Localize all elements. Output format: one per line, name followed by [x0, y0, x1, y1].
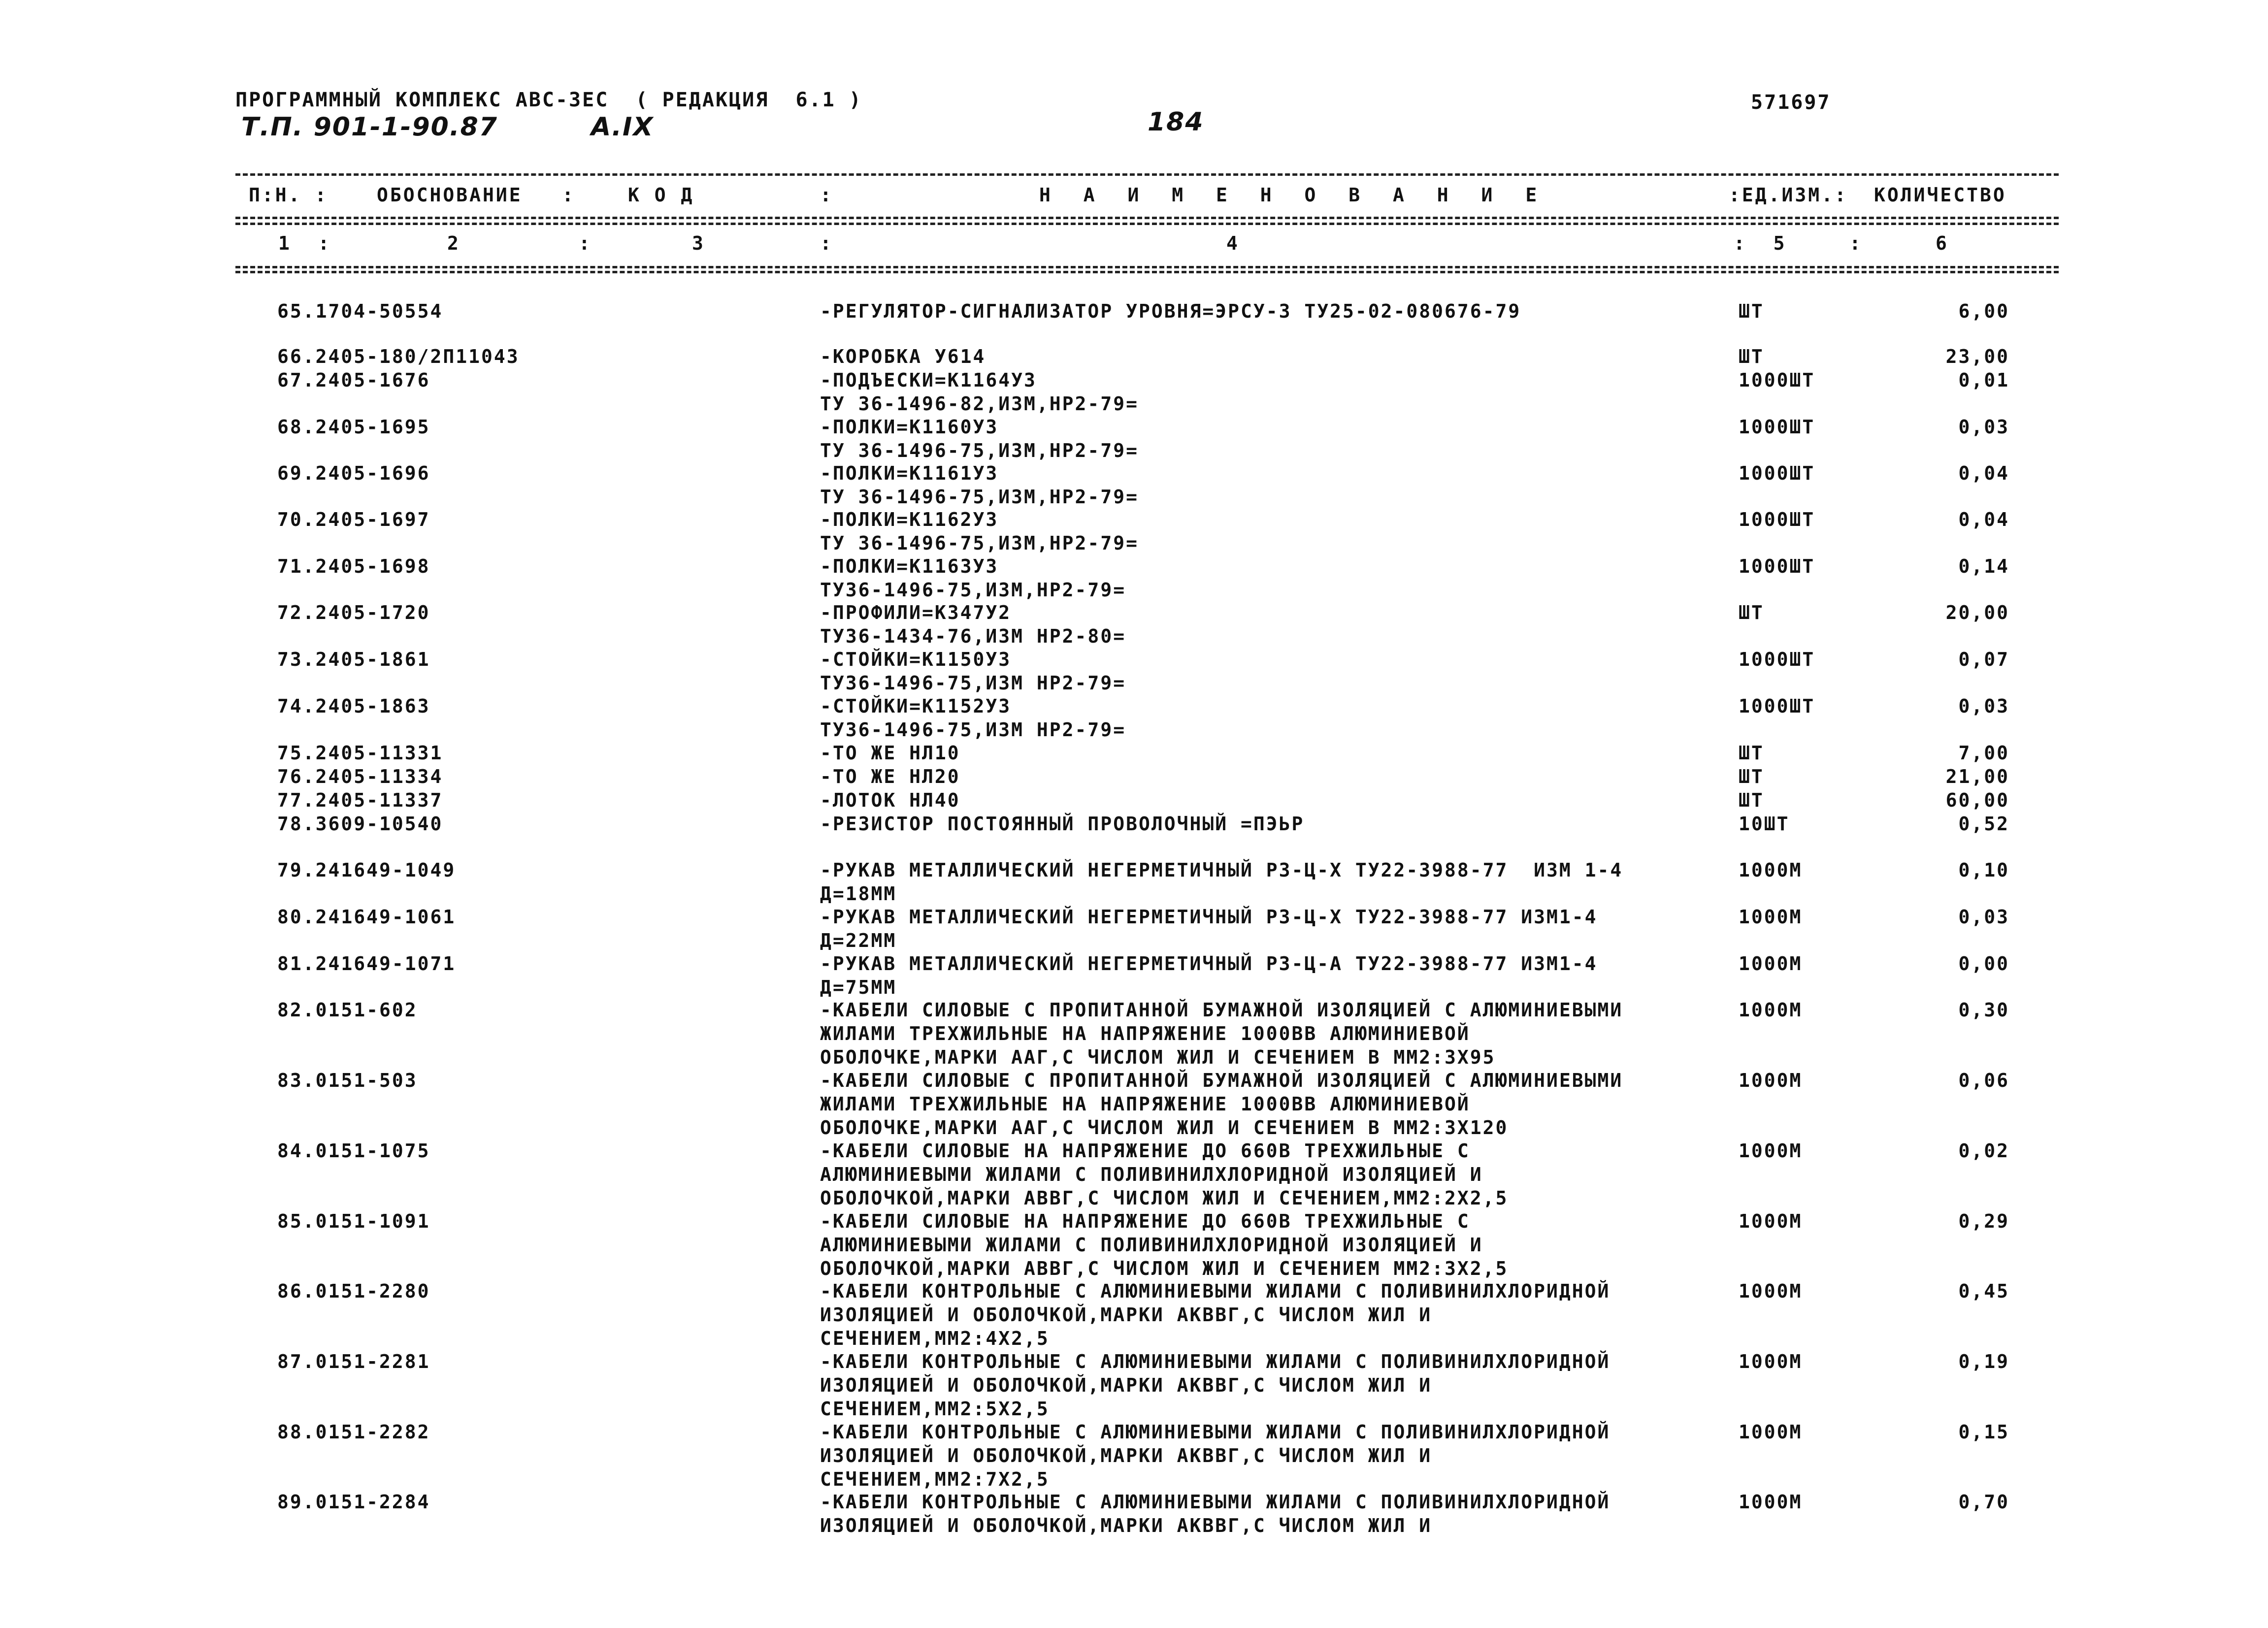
- row-unit: ШТ: [1739, 346, 1764, 367]
- row-name-line: -КАБЕЛИ СИЛОВЫЕ С ПРОПИТАННОЙ БУМАЖНОЙ ИЗОЛЯЦИЕЙ С АЛЮМИНИЕВЫМИ: [820, 1070, 1623, 1091]
- row-code: 65.1704-50554: [277, 300, 443, 322]
- row-name: [820, 858, 1623, 906]
- rule-bottom: [235, 266, 2059, 268]
- row-quantity: 0,04: [1958, 509, 2009, 530]
- row-name-line: -ПОЛКИ=К1162У3: [820, 509, 999, 530]
- col-number-3: 3: [692, 232, 705, 254]
- row-name: [820, 741, 960, 765]
- row-name: [820, 648, 1126, 695]
- row-code: 84.0151-1075: [277, 1140, 430, 1162]
- row-unit: 1000М: [1739, 1280, 1803, 1302]
- row-name-line: Д=75ММ: [820, 977, 897, 998]
- row-name-line: -ТО ЖЕ НЛ10: [820, 742, 960, 764]
- col-header-pn: П:Н. :: [249, 184, 329, 206]
- row-code: 66.2405-180/2П11043: [277, 346, 520, 367]
- row-name-line: Д=18ММ: [820, 883, 897, 905]
- row-name-line: -КАБЕЛИ СИЛОВЫЕ НА НАПРЯЖЕНИЕ ДО 660В ТРЕХЖИЛЬНЫЕ С: [820, 1140, 1470, 1162]
- row-name: [820, 1139, 1508, 1210]
- row-name: [820, 1279, 1610, 1350]
- row-name-line: -СТОЙКИ=К1150У3: [820, 649, 1012, 670]
- row-name-line: ТУ36-1496-75,ИЗМ НР2-79=: [820, 672, 1126, 694]
- row-code: 83.0151-503: [277, 1070, 418, 1091]
- row-name-line: ОБОЛОЧКОЙ,МАРКИ АВВГ,С ЧИСЛОМ ЖИЛ И СЕЧЕНИЕМ ММ2:3Х2,5: [820, 1258, 1509, 1279]
- row-quantity: 0,14: [1958, 555, 2009, 577]
- row-code: 74.2405-1863: [277, 695, 430, 717]
- col-number-2: 2: [447, 232, 460, 254]
- row-quantity: 0,03: [1958, 906, 2009, 928]
- row-name-line: -ПОЛКИ=К1161У3: [820, 462, 999, 484]
- row-name-line: -ПОЛКИ=К1163У3: [820, 555, 999, 577]
- doc-number: 571697: [1751, 91, 1831, 114]
- col-header-code: К О Д: [628, 184, 694, 206]
- row-name-line: ИЗОЛЯЦИЕЙ И ОБОЛОЧКОЙ,МАРКИ АКВВГ,С ЧИСЛОМ ЖИЛ И: [820, 1515, 1432, 1536]
- rule-bottom-2: [235, 271, 2059, 273]
- row-code: 72.2405-1720: [277, 602, 430, 623]
- row-name-line: -КОРОБКА У614: [820, 346, 986, 367]
- row-name: [820, 765, 960, 788]
- row-quantity: 0,01: [1958, 369, 2009, 391]
- row-name-line: ЖИЛАМИ ТРЕХЖИЛЬНЫЕ НА НАПРЯЖЕНИЕ 1000ВВ АЛЮМИНИЕВОЙ: [820, 1023, 1470, 1044]
- row-unit: ШТ: [1739, 789, 1764, 811]
- col-number-4: 4: [1226, 232, 1240, 254]
- row-code: 89.0151-2284: [277, 1491, 430, 1513]
- row-quantity: 0,30: [1958, 999, 2009, 1021]
- row-quantity: 23,00: [1945, 346, 2009, 367]
- row-unit: 1000ШТ: [1739, 509, 1815, 530]
- row-quantity: 0,29: [1958, 1210, 2009, 1232]
- row-quantity: 0,03: [1958, 416, 2009, 438]
- row-code: 88.0151-2282: [277, 1421, 430, 1443]
- row-name: [820, 345, 986, 368]
- row-name: [820, 1420, 1610, 1491]
- row-name: [820, 998, 1623, 1069]
- row-quantity: 0,52: [1958, 813, 2009, 835]
- row-quantity: 0,06: [1958, 1070, 2009, 1091]
- col-number-5: : 5: [1734, 232, 1787, 254]
- row-unit: 1000ШТ: [1739, 416, 1815, 438]
- row-code: 79.241649-1049: [277, 859, 456, 881]
- row-name-line: -КАБЕЛИ СИЛОВЫЕ С ПРОПИТАННОЙ БУМАЖНОЙ ИЗОЛЯЦИЕЙ С АЛЮМИНИЕВЫМИ: [820, 999, 1623, 1021]
- row-unit: ШТ: [1739, 766, 1764, 787]
- row-unit: ШТ: [1739, 300, 1764, 322]
- row-quantity: 7,00: [1958, 742, 2009, 764]
- row-name-line: ИЗОЛЯЦИЕЙ И ОБОЛОЧКОЙ,МАРКИ АКВВГ,С ЧИСЛОМ ЖИЛ И: [820, 1374, 1432, 1396]
- row-name-line: СЕЧЕНИЕМ,ММ2:5Х2,5: [820, 1398, 1050, 1420]
- row-name: [820, 299, 1521, 323]
- row-name-line: ТУ 36-1496-75,ИЗМ,НР2-79=: [820, 486, 1139, 508]
- col-header-sep: :: [820, 184, 833, 206]
- row-name-line: СЕЧЕНИЕМ,ММ2:4Х2,5: [820, 1328, 1050, 1349]
- row-name: [820, 952, 1598, 999]
- row-name-line: -ТО ЖЕ НЛ20: [820, 766, 960, 787]
- row-name-line: -РУКАВ МЕТАЛЛИЧЕСКИЙ НЕГЕРМЕТИЧНЫЙ Р3-Ц-А ТУ22-3988-77 ИЗМ1-4: [820, 953, 1598, 975]
- row-unit: ШТ: [1739, 602, 1764, 623]
- row-name: [820, 1350, 1610, 1421]
- col-header-name: Н А И М Е Н О В А Н И Е: [1039, 184, 1548, 206]
- row-unit: 1000М: [1739, 1140, 1803, 1162]
- row-code: 70.2405-1697: [277, 509, 430, 530]
- row-name-line: -РУКАВ МЕТАЛЛИЧЕСКИЙ НЕГЕРМЕТИЧНЫЙ Р3-Ц-Х ТУ22-3988-77 ИЗМ1-4: [820, 906, 1598, 928]
- project-code: Т.П. 901-1-90.87: [241, 112, 498, 142]
- col-header-basis: ОБОСНОВАНИЕ :: [377, 184, 576, 206]
- row-name-line: ТУ 36-1496-82,ИЗМ,НР2-79=: [820, 393, 1139, 415]
- row-name-line: ИЗОЛЯЦИЕЙ И ОБОЛОЧКОЙ,МАРКИ АКВВГ,С ЧИСЛОМ ЖИЛ И: [820, 1445, 1432, 1466]
- row-name-line: ТУ 36-1496-75,ИЗМ,НР2-79=: [820, 532, 1139, 554]
- col-header-qty: КОЛИЧЕСТВО: [1874, 184, 2006, 206]
- row-name-line: ОБОЛОЧКЕ,МАРКИ ААГ,С ЧИСЛОМ ЖИЛ И СЕЧЕНИЕМ В ММ2:3Х120: [820, 1117, 1509, 1139]
- row-unit: 1000М: [1739, 1421, 1803, 1443]
- row-quantity: 0,15: [1958, 1421, 2009, 1443]
- row-name-line: АЛЮМИНИЕВЫМИ ЖИЛАМИ С ПОЛИВИНИЛХЛОРИДНОЙ ИЗОЛЯЦИЕЙ И: [820, 1234, 1483, 1256]
- row-name-line: ОБОЛОЧКЕ,МАРКИ ААГ,С ЧИСЛОМ ЖИЛ И СЕЧЕНИЕМ В ММ2:3Х95: [820, 1046, 1496, 1068]
- row-code: 75.2405-11331: [277, 742, 443, 764]
- row-name-line: -КАБЕЛИ СИЛОВЫЕ НА НАПРЯЖЕНИЕ ДО 660В ТРЕХЖИЛЬНЫЕ С: [820, 1210, 1470, 1232]
- row-name-line: АЛЮМИНИЕВЫМИ ЖИЛАМИ С ПОЛИВИНИЛХЛОРИДНОЙ ИЗОЛЯЦИЕЙ И: [820, 1164, 1483, 1185]
- rule-top: [235, 173, 2059, 176]
- row-name-line: ТУ36-1496-75,ИЗМ,НР2-79=: [820, 579, 1126, 601]
- row-name-line: -ПОЛКИ=К1160У3: [820, 416, 999, 438]
- row-quantity: 0,19: [1958, 1351, 2009, 1372]
- row-name-line: -РЕГУЛЯТОР-СИГНАЛИЗАТОР УРОВНЯ=ЭРСУ-3 ТУ25-02-080676-79: [820, 300, 1521, 322]
- row-name-line: СЕЧЕНИЕМ,ММ2:7Х2,5: [820, 1468, 1050, 1490]
- row-unit: 1000М: [1739, 1351, 1803, 1372]
- col-number-6: 6: [1936, 232, 1949, 254]
- col-number-1: 1 :: [278, 232, 331, 254]
- row-code: 87.0151-2281: [277, 1351, 430, 1372]
- row-code: 81.241649-1071: [277, 953, 456, 975]
- row-name: [820, 508, 1139, 555]
- row-name-line: -СТОЙКИ=К1152У3: [820, 695, 1012, 717]
- program-line: ПРОГРАММНЫЙ КОМПЛЕКС АВС-3ЕС ( РЕДАКЦИЯ 6.1 ): [235, 89, 862, 111]
- row-name: [820, 1069, 1623, 1140]
- row-name-line: -КАБЕЛИ КОНТРОЛЬНЫЕ С АЛЮМИНИЕВЫМИ ЖИЛАМИ С ПОЛИВИНИЛХЛОРИДНОЙ: [820, 1491, 1611, 1513]
- row-code: 86.0151-2280: [277, 1280, 430, 1302]
- row-name-line: ОБОЛОЧКОЙ,МАРКИ АВВГ,С ЧИСЛОМ ЖИЛ И СЕЧЕНИЕМ,ММ2:2Х2,5: [820, 1187, 1509, 1209]
- row-code: 78.3609-10540: [277, 813, 443, 835]
- row-name-line: ТУ36-1434-76,ИЗМ НР2-80=: [820, 625, 1126, 647]
- row-name-line: -ПОДЪЕСКИ=К1164У3: [820, 369, 1037, 391]
- row-unit: 1000М: [1739, 1210, 1803, 1232]
- row-quantity: 20,00: [1945, 602, 2009, 623]
- row-quantity: 0,04: [1958, 462, 2009, 484]
- row-name-line: Д=22ММ: [820, 930, 897, 951]
- row-quantity: 0,45: [1958, 1280, 2009, 1302]
- row-quantity: 0,03: [1958, 695, 2009, 717]
- row-unit: 1000М: [1739, 953, 1803, 975]
- row-code: 71.2405-1698: [277, 555, 430, 577]
- col-number-5-sep: :: [1849, 232, 1863, 254]
- row-name: [820, 554, 1126, 602]
- row-name-line: -РЕЗИСТОР ПОСТОЯННЫЙ ПРОВОЛОЧНЫЙ =ПЭЬР: [820, 813, 1305, 835]
- row-code: 68.2405-1695: [277, 416, 430, 438]
- row-code: 76.2405-11334: [277, 766, 443, 787]
- row-code: 67.2405-1676: [277, 369, 430, 391]
- row-name-line: ИЗОЛЯЦИЕЙ И ОБОЛОЧКОЙ,МАРКИ АКВВГ,С ЧИСЛОМ ЖИЛ И: [820, 1304, 1432, 1326]
- row-name: [820, 368, 1139, 416]
- row-quantity: 0,00: [1958, 953, 2009, 975]
- row-unit: 1000М: [1739, 906, 1803, 928]
- row-unit: ШТ: [1739, 742, 1764, 764]
- row-unit: 1000М: [1739, 999, 1803, 1021]
- row-unit: 1000ШТ: [1739, 369, 1815, 391]
- row-quantity: 0,02: [1958, 1140, 2009, 1162]
- row-code: 82.0151-602: [277, 999, 418, 1021]
- col-number-2-sep: :: [579, 232, 592, 254]
- row-unit: 1000М: [1739, 1070, 1803, 1091]
- row-code: 85.0151-1091: [277, 1210, 430, 1232]
- row-name: [820, 694, 1126, 742]
- col-number-3-sep: :: [820, 232, 833, 254]
- row-name: [820, 905, 1598, 952]
- row-unit: 10ШТ: [1739, 813, 1790, 835]
- row-quantity: 0,07: [1958, 649, 2009, 670]
- row-name-line: ТУ36-1496-75,ИЗМ НР2-79=: [820, 719, 1126, 741]
- row-quantity: 60,00: [1945, 789, 2009, 811]
- row-name: [820, 601, 1126, 648]
- row-quantity: 0,70: [1958, 1491, 2009, 1513]
- row-code: 73.2405-1861: [277, 649, 430, 670]
- row-name: [820, 1490, 1610, 1537]
- row-unit: 1000ШТ: [1739, 649, 1815, 670]
- row-quantity: 21,00: [1945, 766, 2009, 787]
- row-unit: 1000ШТ: [1739, 695, 1815, 717]
- rule-mid: [235, 217, 2059, 219]
- row-name-line: ЖИЛАМИ ТРЕХЖИЛЬНЫЕ НА НАПРЯЖЕНИЕ 1000ВВ АЛЮМИНИЕВОЙ: [820, 1093, 1470, 1115]
- row-name-line: -КАБЕЛИ КОНТРОЛЬНЫЕ С АЛЮМИНИЕВЫМИ ЖИЛАМИ С ПОЛИВИНИЛХЛОРИДНОЙ: [820, 1280, 1611, 1302]
- row-unit: 1000ШТ: [1739, 462, 1815, 484]
- row-name: [820, 788, 960, 812]
- row-name: [820, 1209, 1508, 1280]
- row-unit: 1000М: [1739, 1491, 1803, 1513]
- row-name-line: -КАБЕЛИ КОНТРОЛЬНЫЕ С АЛЮМИНИЕВЫМИ ЖИЛАМИ С ПОЛИВИНИЛХЛОРИДНОЙ: [820, 1351, 1611, 1372]
- row-name-line: -КАБЕЛИ КОНТРОЛЬНЫЕ С АЛЮМИНИЕВЫМИ ЖИЛАМИ С ПОЛИВИНИЛХЛОРИДНОЙ: [820, 1421, 1611, 1443]
- row-code: 69.2405-1696: [277, 462, 430, 484]
- row-name: [820, 415, 1139, 462]
- row-code: 77.2405-11337: [277, 789, 443, 811]
- row-name-line: ТУ 36-1496-75,ИЗМ,НР2-79=: [820, 440, 1139, 461]
- row-code: 80.241649-1061: [277, 906, 456, 928]
- row-name: [820, 812, 1304, 836]
- row-quantity: 0,10: [1958, 859, 2009, 881]
- row-name-line: -ЛОТОК НЛ40: [820, 789, 960, 811]
- row-unit: 1000М: [1739, 859, 1803, 881]
- rule-mid-2: [235, 223, 2059, 225]
- sheet-mark: А.IX: [591, 112, 654, 142]
- page-number: 184: [1148, 107, 1204, 137]
- row-quantity: 6,00: [1958, 300, 2009, 322]
- row-name-line: -РУКАВ МЕТАЛЛИЧЕСКИЙ НЕГЕРМЕТИЧНЫЙ Р3-Ц-Х ТУ22-3988-77 ИЗМ 1-4: [820, 859, 1623, 881]
- row-name: [820, 461, 1139, 509]
- row-unit: 1000ШТ: [1739, 555, 1815, 577]
- row-name-line: -ПРОФИЛИ=К347У2: [820, 602, 1012, 623]
- col-header-unit: :ЕД.ИЗМ.:: [1729, 184, 1848, 206]
